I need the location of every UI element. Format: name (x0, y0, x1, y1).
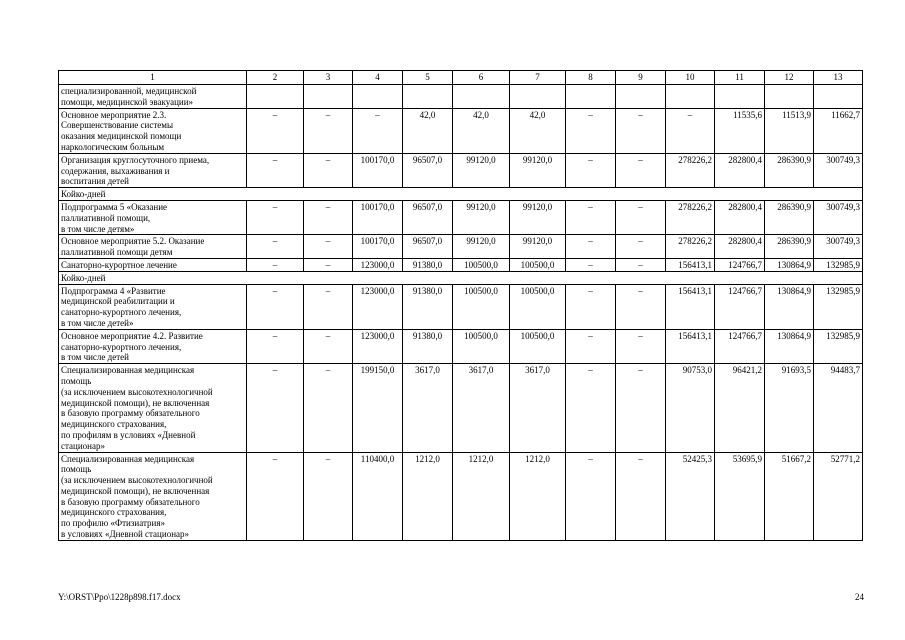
column-number-row (59, 71, 863, 85)
cell-col-3: – (304, 153, 353, 187)
row-name: специализированной, медицинской помощи, медицинской эвакуации» (59, 85, 247, 109)
column-number: 4 (353, 71, 403, 85)
column-number: 1 (59, 71, 247, 85)
table-row (59, 329, 863, 363)
cell-col-4: 123000,0 (353, 329, 403, 363)
column-number: 11 (715, 71, 765, 85)
cell-col-2: – (247, 235, 304, 259)
cell-col-12: 130864,9 (765, 329, 814, 363)
cell-col-11: 124766,7 (715, 258, 765, 271)
cell-col-8: – (566, 153, 616, 187)
cell-col-6: 99120,0 (453, 153, 510, 187)
cell-col-12: 130864,9 (765, 284, 814, 329)
cell-col-11: 282800,4 (715, 153, 765, 187)
cell-col-10: 156413,1 (666, 258, 715, 271)
page-number: 24 (855, 592, 864, 602)
cell-col-3: – (304, 235, 353, 259)
cell-col-8: – (566, 258, 616, 271)
cell-col-12: 51667,2 (765, 452, 814, 540)
table-row (59, 364, 863, 452)
cell-col-7: 100500,0 (510, 258, 566, 271)
cell-col-2: – (247, 284, 304, 329)
table-body (59, 71, 863, 541)
cell-col-9: – (616, 258, 666, 271)
cell-col-4: 110400,0 (353, 452, 403, 540)
cell-col-10: 156413,1 (666, 329, 715, 363)
row-name: Организация круглосуточного приема, содержания, выхаживания и воспитания детей (59, 153, 247, 187)
cell-col-9 (616, 85, 666, 109)
column-number: 6 (453, 71, 510, 85)
column-number: 10 (666, 71, 715, 85)
cell-col-10: 278226,2 (666, 235, 715, 259)
cell-col-10: 52425,3 (666, 452, 715, 540)
cell-col-13: 52771,2 (814, 452, 863, 540)
cell-col-8: – (566, 452, 616, 540)
table-row (59, 153, 863, 187)
cell-col-11: 96421,2 (715, 364, 765, 452)
cell-col-5: 1212,0 (403, 452, 453, 540)
column-number: 12 (765, 71, 814, 85)
cell-col-2 (247, 85, 304, 109)
column-number: 5 (403, 71, 453, 85)
column-number: 7 (510, 71, 566, 85)
cell-col-12: 286390,9 (765, 235, 814, 259)
column-number: 2 (247, 71, 304, 85)
cell-col-11: 282800,4 (715, 200, 765, 234)
cell-col-13: 132985,9 (814, 284, 863, 329)
cell-col-3: – (304, 364, 353, 452)
cell-col-12: 91693,5 (765, 364, 814, 452)
row-name: Основное мероприятие 5.2. Оказание паллиативной помощи детям (59, 235, 247, 259)
cell-col-11: 53695,9 (715, 452, 765, 540)
cell-col-6 (453, 85, 510, 109)
cell-col-5: 96507,0 (403, 235, 453, 259)
cell-col-6: 1212,0 (453, 452, 510, 540)
cell-col-3: – (304, 200, 353, 234)
cell-col-3 (304, 85, 353, 109)
cell-col-4: 100170,0 (353, 200, 403, 234)
row-name: Основное мероприятие 4.2. Развитие санаторно-курортного лечения, в том числе детей (59, 329, 247, 363)
cell-col-11: 282800,4 (715, 235, 765, 259)
cell-col-12: 286390,9 (765, 153, 814, 187)
cell-col-8: – (566, 284, 616, 329)
section-row (59, 188, 863, 201)
cell-col-10 (666, 85, 715, 109)
cell-col-10: – (666, 108, 715, 153)
cell-col-10: 278226,2 (666, 200, 715, 234)
table-row (59, 452, 863, 540)
cell-col-7: 42,0 (510, 108, 566, 153)
cell-col-13: 132985,9 (814, 258, 863, 271)
section-label: Койко-дней (59, 188, 863, 201)
cell-col-4: 123000,0 (353, 258, 403, 271)
cell-col-13: 300749,3 (814, 153, 863, 187)
cell-col-10: 278226,2 (666, 153, 715, 187)
cell-col-3: – (304, 284, 353, 329)
cell-col-6: 100500,0 (453, 284, 510, 329)
row-name: Основное мероприятие 2.3. Совершенствование системы оказания медицинской помощи наркологическим больным (59, 108, 247, 153)
cell-col-7 (510, 85, 566, 109)
cell-col-5: 3617,0 (403, 364, 453, 452)
cell-col-10: 156413,1 (666, 284, 715, 329)
cell-col-2: – (247, 329, 304, 363)
table-row (59, 284, 863, 329)
cell-col-2: – (247, 153, 304, 187)
cell-col-10: 90753,0 (666, 364, 715, 452)
cell-col-2: – (247, 108, 304, 153)
cell-col-9: – (616, 329, 666, 363)
cell-col-5 (403, 85, 453, 109)
cell-col-6: 42,0 (453, 108, 510, 153)
cell-col-4: 123000,0 (353, 284, 403, 329)
column-number: 3 (304, 71, 353, 85)
table-row (59, 85, 863, 109)
cell-col-7: 99120,0 (510, 235, 566, 259)
section-label: Койко-дней (59, 271, 863, 284)
cell-col-8: – (566, 329, 616, 363)
table-row (59, 108, 863, 153)
cell-col-5: 96507,0 (403, 200, 453, 234)
cell-col-13: 132985,9 (814, 329, 863, 363)
cell-col-3: – (304, 258, 353, 271)
cell-col-2: – (247, 364, 304, 452)
section-row (59, 271, 863, 284)
cell-col-3: – (304, 452, 353, 540)
cell-col-9: – (616, 108, 666, 153)
cell-col-2: – (247, 200, 304, 234)
cell-col-9: – (616, 364, 666, 452)
cell-col-4: 199150,0 (353, 364, 403, 452)
file-path: Y:\ORST\Ppo\1228p898.f17.docx (58, 592, 181, 602)
cell-col-4: 100170,0 (353, 235, 403, 259)
table-row (59, 200, 863, 234)
data-table (58, 70, 863, 541)
cell-col-6: 100500,0 (453, 329, 510, 363)
cell-col-5: 91380,0 (403, 258, 453, 271)
cell-col-4: – (353, 108, 403, 153)
cell-col-5: 91380,0 (403, 329, 453, 363)
column-number: 8 (566, 71, 616, 85)
cell-col-9: – (616, 153, 666, 187)
cell-col-7: 99120,0 (510, 200, 566, 234)
cell-col-2: – (247, 258, 304, 271)
cell-col-8 (566, 85, 616, 109)
cell-col-5: 42,0 (403, 108, 453, 153)
cell-col-12: 11513,9 (765, 108, 814, 153)
cell-col-12: 130864,9 (765, 258, 814, 271)
cell-col-6: 99120,0 (453, 235, 510, 259)
cell-col-7: 99120,0 (510, 153, 566, 187)
cell-col-12 (765, 85, 814, 109)
row-name: Подпрограмма 4 «Развитие медицинской реабилитации и санаторно-курортного лечения, в том числе детей» (59, 284, 247, 329)
cell-col-12: 286390,9 (765, 200, 814, 234)
cell-col-4 (353, 85, 403, 109)
row-name: Специализированная медицинская помощь (за исключением высокотехнологичной медицинской помощи), не включенная в базовую программу обязательного медицинского страхования, по профилю «Фтизиатрия» в условиях «Дневной стационар» (59, 452, 247, 540)
table-row (59, 258, 863, 271)
cell-col-6: 99120,0 (453, 200, 510, 234)
cell-col-5: 96507,0 (403, 153, 453, 187)
cell-col-11 (715, 85, 765, 109)
cell-col-13: 300749,3 (814, 235, 863, 259)
cell-col-9: – (616, 200, 666, 234)
cell-col-8: – (566, 200, 616, 234)
cell-col-9: – (616, 284, 666, 329)
cell-col-8: – (566, 108, 616, 153)
row-name: Специализированная медицинская помощь (за исключением высокотехнологичной медицинской помощи), не включенная в базовую программу обязательного медицинского страхования, по профилям в условиях «Дневной стационар» (59, 364, 247, 452)
cell-col-2: – (247, 452, 304, 540)
cell-col-9: – (616, 452, 666, 540)
cell-col-7: 3617,0 (510, 364, 566, 452)
cell-col-8: – (566, 364, 616, 452)
cell-col-13: 94483,7 (814, 364, 863, 452)
cell-col-13: 300749,3 (814, 200, 863, 234)
cell-col-7: 1212,0 (510, 452, 566, 540)
cell-col-11: 11535,6 (715, 108, 765, 153)
cell-col-4: 100170,0 (353, 153, 403, 187)
cell-col-6: 3617,0 (453, 364, 510, 452)
column-number: 13 (814, 71, 863, 85)
cell-col-3: – (304, 108, 353, 153)
cell-col-9: – (616, 235, 666, 259)
cell-col-11: 124766,7 (715, 329, 765, 363)
cell-col-5: 91380,0 (403, 284, 453, 329)
table-row (59, 235, 863, 259)
cell-col-6: 100500,0 (453, 258, 510, 271)
row-name: Подпрограмма 5 «Оказание паллиативной помощи, в том числе детям» (59, 200, 247, 234)
cell-col-13 (814, 85, 863, 109)
cell-col-7: 100500,0 (510, 329, 566, 363)
cell-col-13: 11662,7 (814, 108, 863, 153)
cell-col-8: – (566, 235, 616, 259)
cell-col-3: – (304, 329, 353, 363)
column-number: 9 (616, 71, 666, 85)
cell-col-11: 124766,7 (715, 284, 765, 329)
row-name: Санаторно-курортное лечение (59, 258, 247, 271)
cell-col-7: 100500,0 (510, 284, 566, 329)
